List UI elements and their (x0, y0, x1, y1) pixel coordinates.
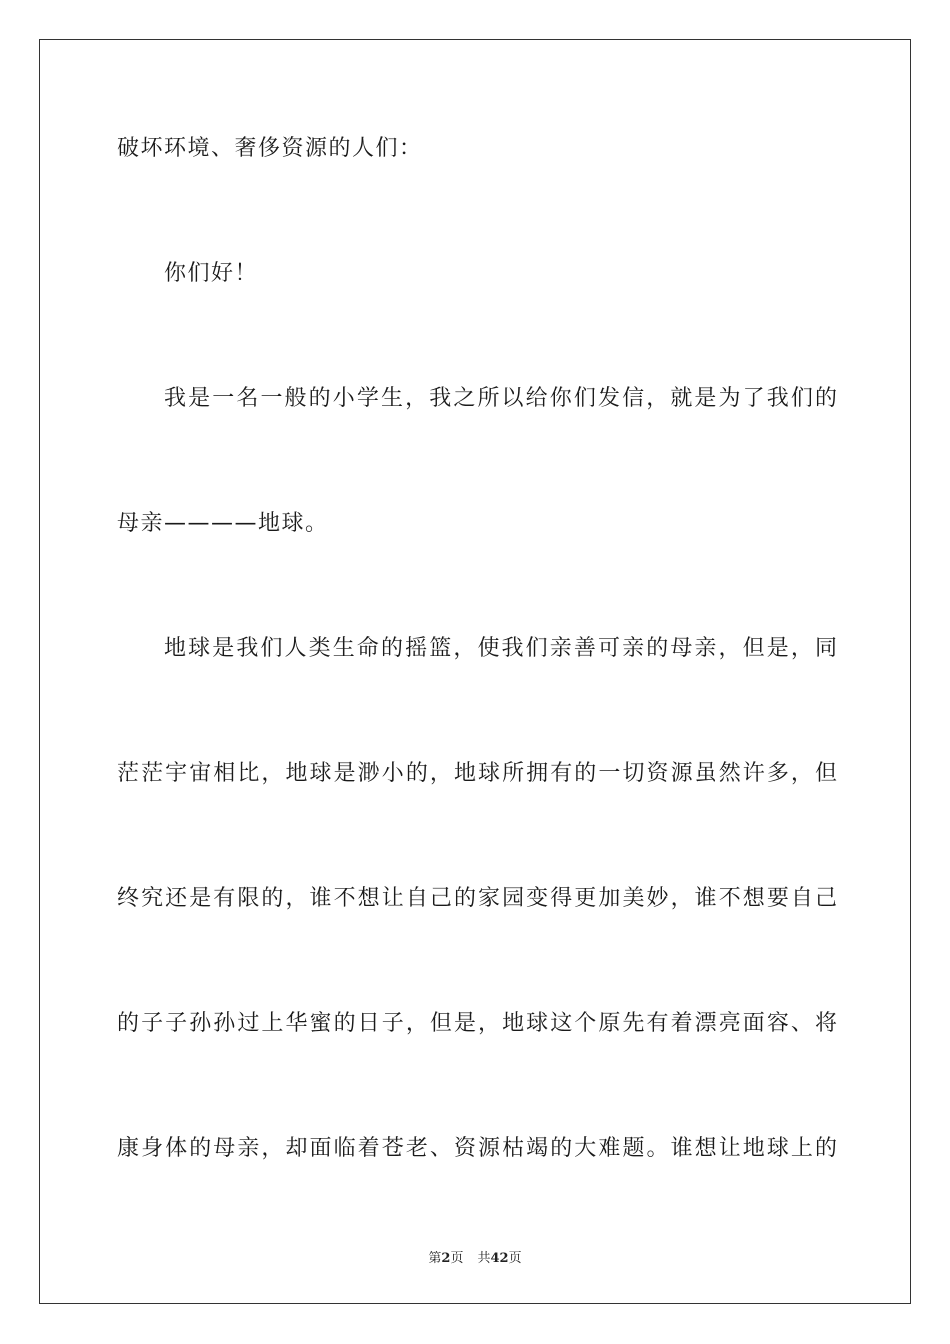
body-line-4: 茫茫宇宙相比，地球是渺小的，地球所拥有的一切资源虽然许多，但 (117, 761, 837, 786)
total-pages: 42 (490, 1251, 509, 1266)
total-suffix: 页 (508, 1251, 522, 1266)
page-number: 2 (441, 1251, 451, 1266)
body-line-2: 母亲————地球。 (117, 511, 329, 536)
body-line-5: 终究还是有限的，谁不想让自己的家园变得更加美妙，谁不想要自己 (117, 886, 837, 911)
body-line-1: 我是一名一般的小学生，我之所以给你们发信，就是为了我们的 (164, 386, 837, 411)
page-border (39, 39, 911, 1304)
page-suffix: 页 (450, 1251, 464, 1266)
total-prefix: 共 (477, 1251, 491, 1266)
page-footer (0, 1247, 950, 1266)
body-line-7: 康身体的母亲，却面临着苍老、资源枯竭的大难题。谁想让地球上的 (117, 1136, 837, 1161)
greeting-line: 你们好！ (164, 261, 259, 286)
page-prefix: 第 (428, 1251, 442, 1266)
body-line-6: 的子子孙孙过上华蜜的日子，但是，地球这个原先有着漂亮面容、将 (117, 1011, 837, 1036)
salutation-line: 破坏环境、奢侈资源的人们： (117, 136, 423, 161)
body-line-3: 地球是我们人类生命的摇篮，使我们亲善可亲的母亲，但是，同 (164, 636, 837, 661)
